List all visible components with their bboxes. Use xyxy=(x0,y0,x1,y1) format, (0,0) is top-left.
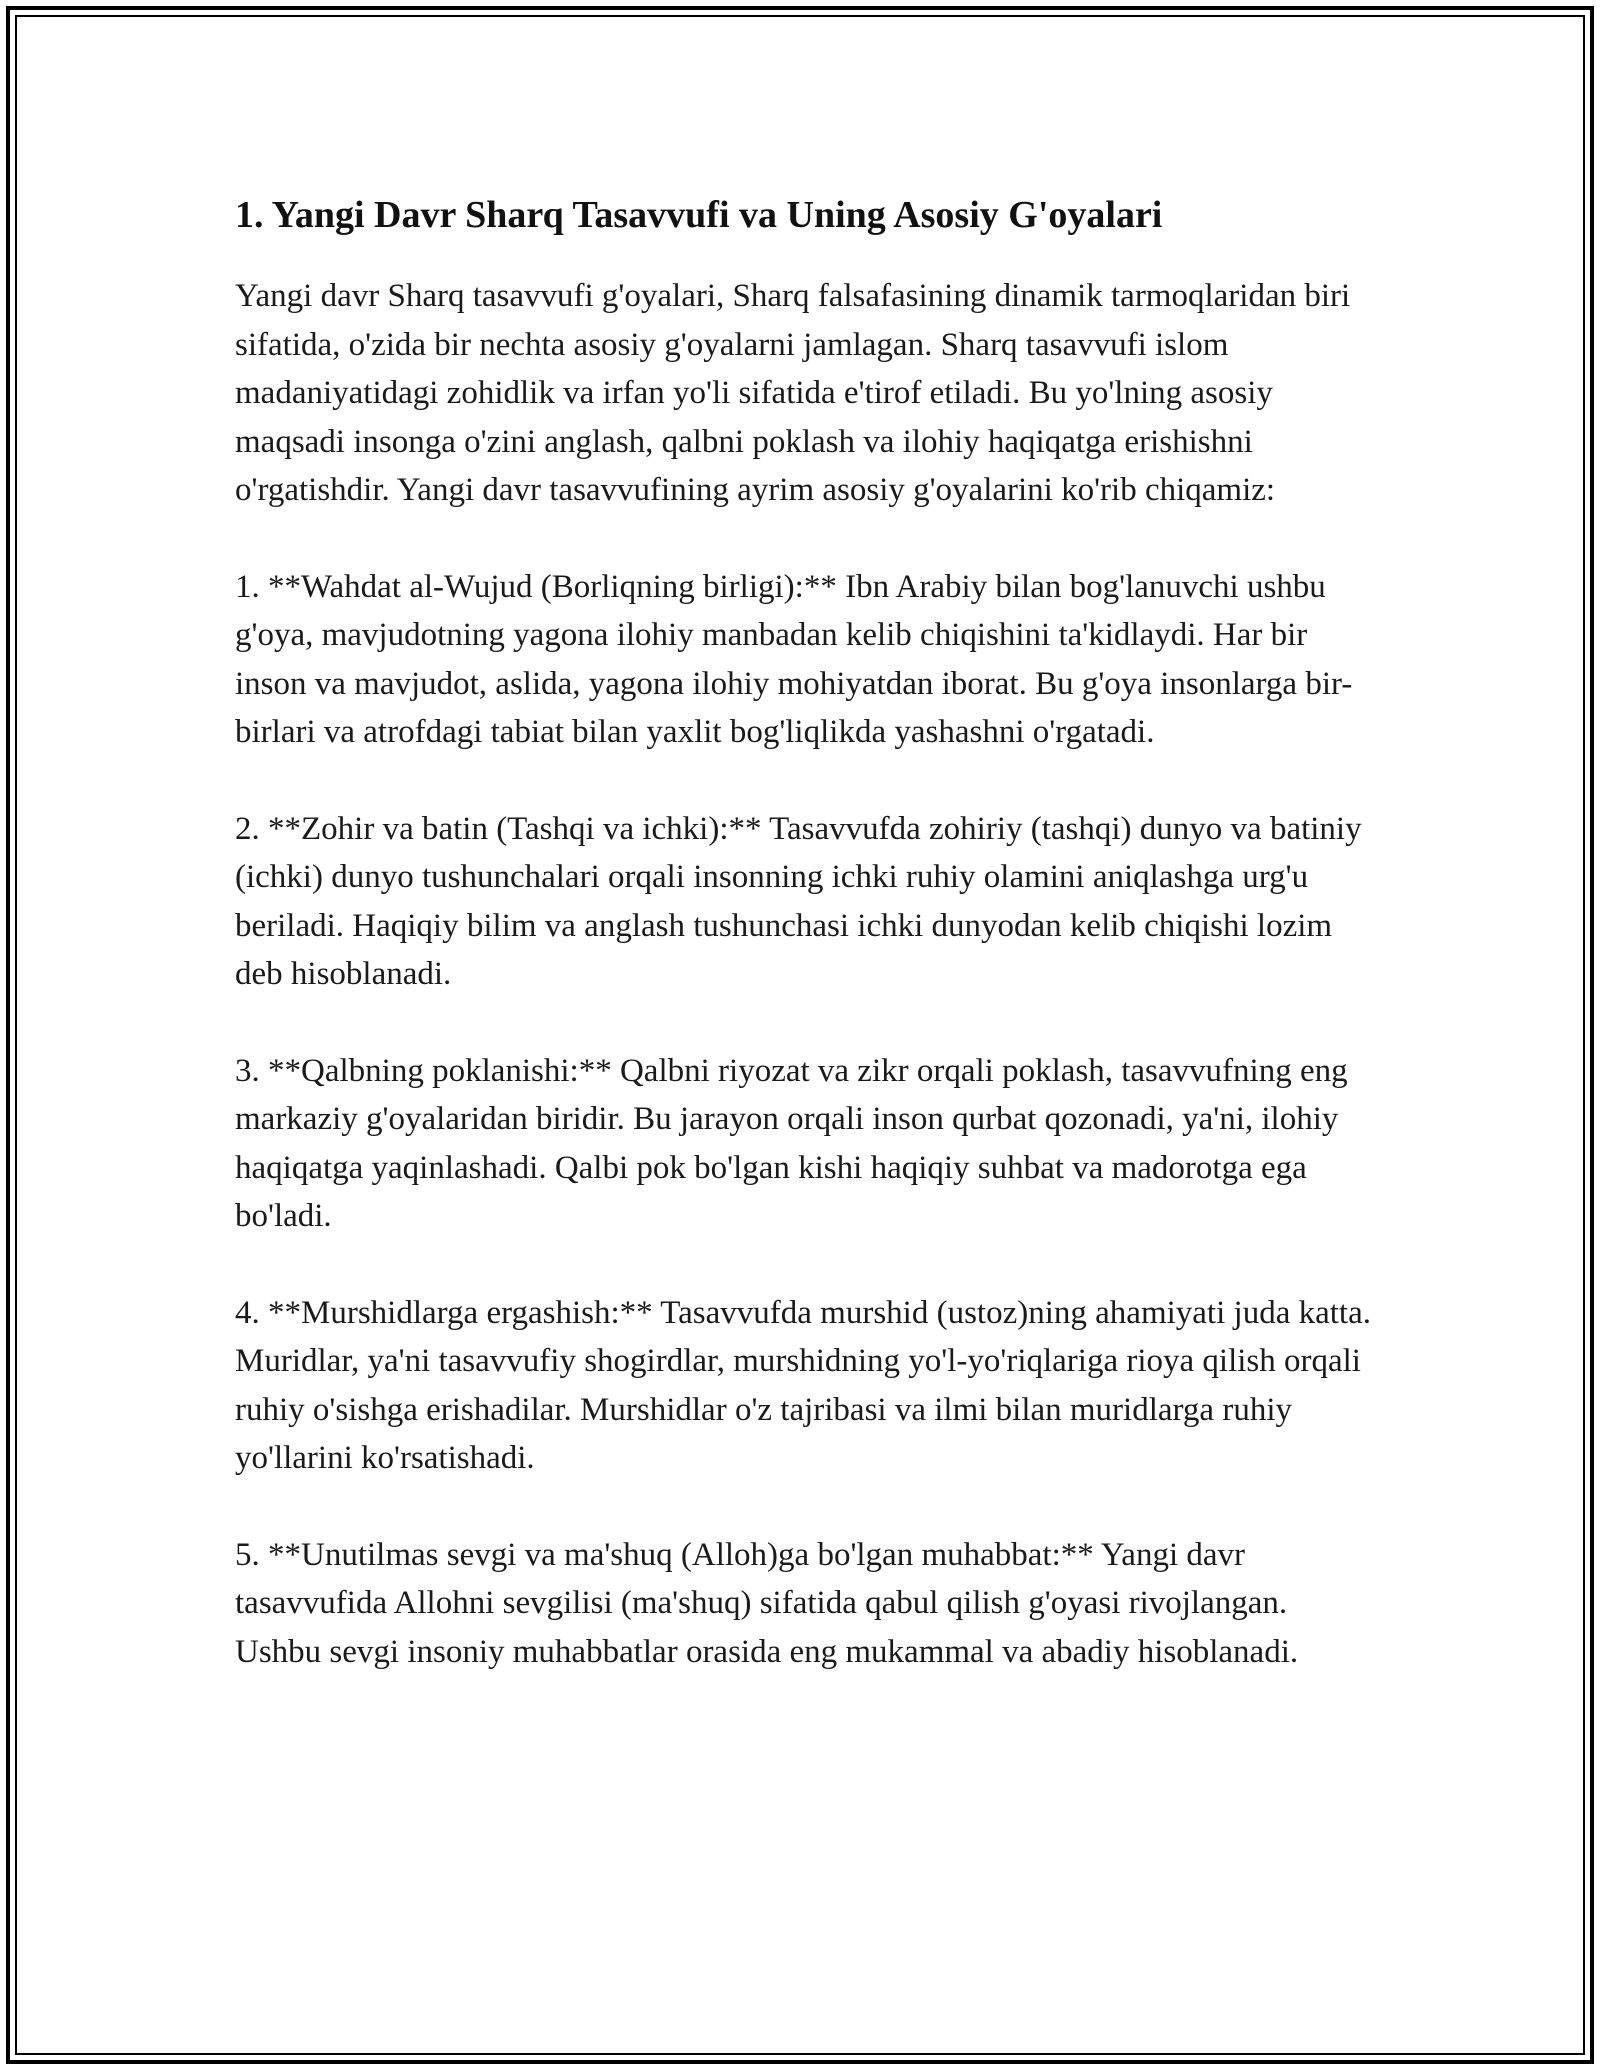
idea-paragraph-3: 3. **Qalbning poklanishi:** Qalbni riyozat va zikr orqali poklash, tasavvufning eng markaziy g'oyalaridan biridir. Bu jarayon orqali inson qurbat qozonadi, ya'ni, ilohiy haqiqatga yaqinlashadi. Qalbi pok bo'lgan kishi haqiqiy suhbat va madorotga ega bo'ladi. xyxy=(235,1052,1348,1234)
document-body xyxy=(235,188,1375,1676)
intro-paragraph: Yangi davr Sharq tasavvufi g'oyalari, Sharq falsafasining dinamik tarmoqlaridan biri sifatida, o'zida bir nechta asosiy g'oyalarni jamlagan. Sharq tasavvufi islom madaniyatidagi zohidlik va irfan yo'li sifatida e'tirof etiladi. Bu yo'lning asosiy maqsadi insonga o'zini anglash, qalbni poklash va ilohiy haqiqatga erishishni o'rgatishdir. Yangi davr tasavvufining ayrim asosiy g'oyalarini ko'rib chiqamiz: xyxy=(235,278,1351,508)
idea-paragraph-5: 5. **Unutilmas sevgi va ma'shuq (Alloh)ga bo'lgan muhabbat:** Yangi davr tasavvufida Allohni sevgilisi (ma'shuq) sifatida qabul qilish g'oyasi rivojlangan. Ushbu sevgi insoniy muhabbatlar orasida eng mukammal va abadiy hisoblanadi. xyxy=(235,1536,1299,1670)
idea-paragraph-1: 1. **Wahdat al-Wujud (Borliqning birligi):** Ibn Arabiy bilan bog'lanuvchi ushbu g'oya, mavjudotning yagona ilohiy manbadan kelib chiqishini ta'kidlaydi. Har bir inson va mavjudot, aslida, yagona ilohiy mohiyatdan iborat. Bu g'oya insonlarga bir-birlari va atrofdagi tabiat bilan yaxlit bog'liqlikda yashashni o'rgatadi. xyxy=(235,568,1353,750)
document-title: 1. Yangi Davr Sharq Tasavvufi va Uning Asosiy G'oyalari xyxy=(235,194,1163,236)
idea-paragraph-4: 4. **Murshidlarga ergashish:** Tasavvufda murshid (ustoz)ning ahamiyati juda katta. Muridlar, ya'ni tasavvufiy shogirdlar, murshidning yo'l-yo'riqlariga rioya qilish orqali ruhiy o'sishga erishadilar. Murshidlar o'z tajribasi va ilmi bilan muridlarga ruhiy yo'llarini ko'rsatishadi. xyxy=(235,1294,1371,1476)
idea-paragraph-2: 2. **Zohir va batin (Tashqi va ichki):** Tasavvufda zohiriy (tashqi) dunyo va batiniy (ichki) dunyo tushunchalari orqali insonning ichki ruhiy olamini aniqlashga urg'u beriladi. Haqiqiy bilim va anglash tushunchasi ichki dunyodan kelib chiqishi lozim deb hisoblanadi. xyxy=(235,810,1362,992)
